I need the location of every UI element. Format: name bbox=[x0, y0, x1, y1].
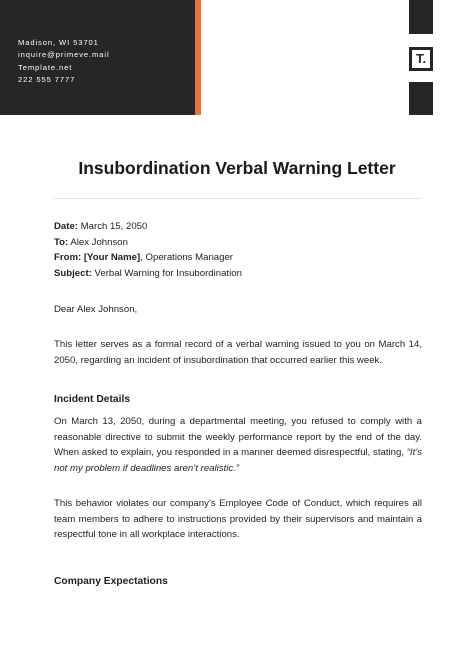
subject-value: Verbal Warning for Insubordination bbox=[94, 267, 242, 279]
from-label: From: bbox=[54, 252, 82, 264]
expectations-heading: Company Expectations bbox=[54, 576, 168, 587]
to-value: Alex Johnson bbox=[70, 236, 128, 248]
contact-website: Template.net bbox=[18, 62, 73, 72]
decor-block-bottom bbox=[409, 82, 433, 115]
from-title: , Operations Manager bbox=[140, 252, 233, 264]
meta-subject bbox=[54, 266, 422, 282]
incident-body: On March 13, 2050, during a departmental meeting, you refused to comply with a reasonable directive to submit the weekly performance report by the end of the day. When asked to explain, you responded in a manner deemed disrespectful, stating, bbox=[54, 416, 422, 459]
to-label: To: bbox=[54, 236, 69, 248]
intro-paragraph: This letter serves as a formal record of a verbal warning issued to you on March 14, 2050, regarding an incident of insubordination that occurred earlier this week. bbox=[54, 339, 422, 366]
contact-phone: 222 555 7777 bbox=[18, 75, 76, 85]
incident-heading: Incident Details bbox=[54, 394, 131, 405]
title-divider bbox=[54, 198, 422, 199]
decor-block-top bbox=[409, 0, 433, 34]
meta-to bbox=[54, 235, 422, 251]
contact-address: Madison, WI 53701 bbox=[18, 38, 99, 47]
logo-glyph: T. bbox=[412, 50, 430, 68]
meta-from bbox=[54, 250, 422, 266]
contact-info bbox=[18, 37, 110, 87]
header-dark-block bbox=[0, 0, 195, 115]
date-value: March 15, 2050 bbox=[80, 221, 148, 232]
accent-bar bbox=[195, 0, 201, 115]
greeting: Dear Alex Johnson, bbox=[54, 304, 138, 315]
incident-paragraph bbox=[54, 414, 422, 476]
incident-quote: “It’s not my problem if deadlines aren’t realistic.” bbox=[54, 447, 422, 474]
subject-label: Subject: bbox=[54, 267, 92, 279]
policy-paragraph: This behavior violates our company’s Employee Code of Conduct, which requires all team members to adhere to instructions provided by their supervisors and maintain a respectful tone in all workplace interactions. bbox=[54, 498, 422, 541]
from-name: [Your Name] bbox=[83, 252, 141, 264]
letter-meta bbox=[54, 219, 422, 281]
date-label: Date: bbox=[54, 221, 78, 232]
contact-email: inquire@primeve.mail bbox=[18, 50, 110, 60]
meta-date bbox=[54, 219, 422, 235]
brand-logo bbox=[409, 47, 433, 71]
document-title: Insubordination Verbal Warning Letter bbox=[78, 158, 396, 178]
